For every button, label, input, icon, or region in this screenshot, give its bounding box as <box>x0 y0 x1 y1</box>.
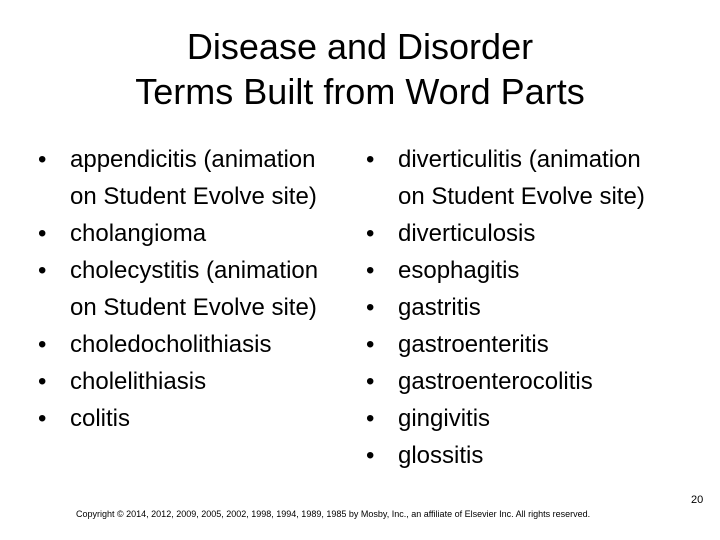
list-item-diverticulosis: • diverticulosis <box>364 215 714 252</box>
left-term-list <box>36 141 366 437</box>
list-item-glossitis: • glossitis <box>364 437 714 474</box>
list-item-choledocholithiasis: • choledocholithiasis <box>36 326 366 363</box>
list-item-gastroenterocolitis: • gastroenterocolitis <box>364 363 714 400</box>
slide-title <box>0 24 720 114</box>
list-item-esophagitis: • esophagitis <box>364 252 714 289</box>
right-term-list <box>364 141 714 474</box>
list-item-cholangioma: • cholangioma <box>36 215 366 252</box>
list-item-gastroenteritis: • gastroenteritis <box>364 326 714 363</box>
list-item-appendicitis: • appendicitis (animation on Student Evolve site) <box>36 141 366 215</box>
title-line-1: Disease and Disorder <box>186 26 534 67</box>
title-line-2: Terms Built from Word Parts <box>135 71 585 112</box>
copyright-footer: Copyright © 2014, 2012, 2009, 2005, 2002, 1998, 1994, 1989, 1985 by Mosby, Inc., an affiliate of Elsevier Inc. All rights reserved. <box>76 509 591 519</box>
list-item-gingivitis: • gingivitis <box>364 400 714 437</box>
page-number: 20 <box>691 494 704 506</box>
list-item-cholecystitis: • cholecystitis (animation on Student Evolve site) <box>36 252 366 326</box>
list-item-gastritis: • gastritis <box>364 289 714 326</box>
list-item-diverticulitis: • diverticulitis (animation on Student Evolve site) <box>364 141 714 215</box>
list-item-colitis: • colitis <box>36 400 366 437</box>
list-item-cholelithiasis: • cholelithiasis <box>36 363 366 400</box>
